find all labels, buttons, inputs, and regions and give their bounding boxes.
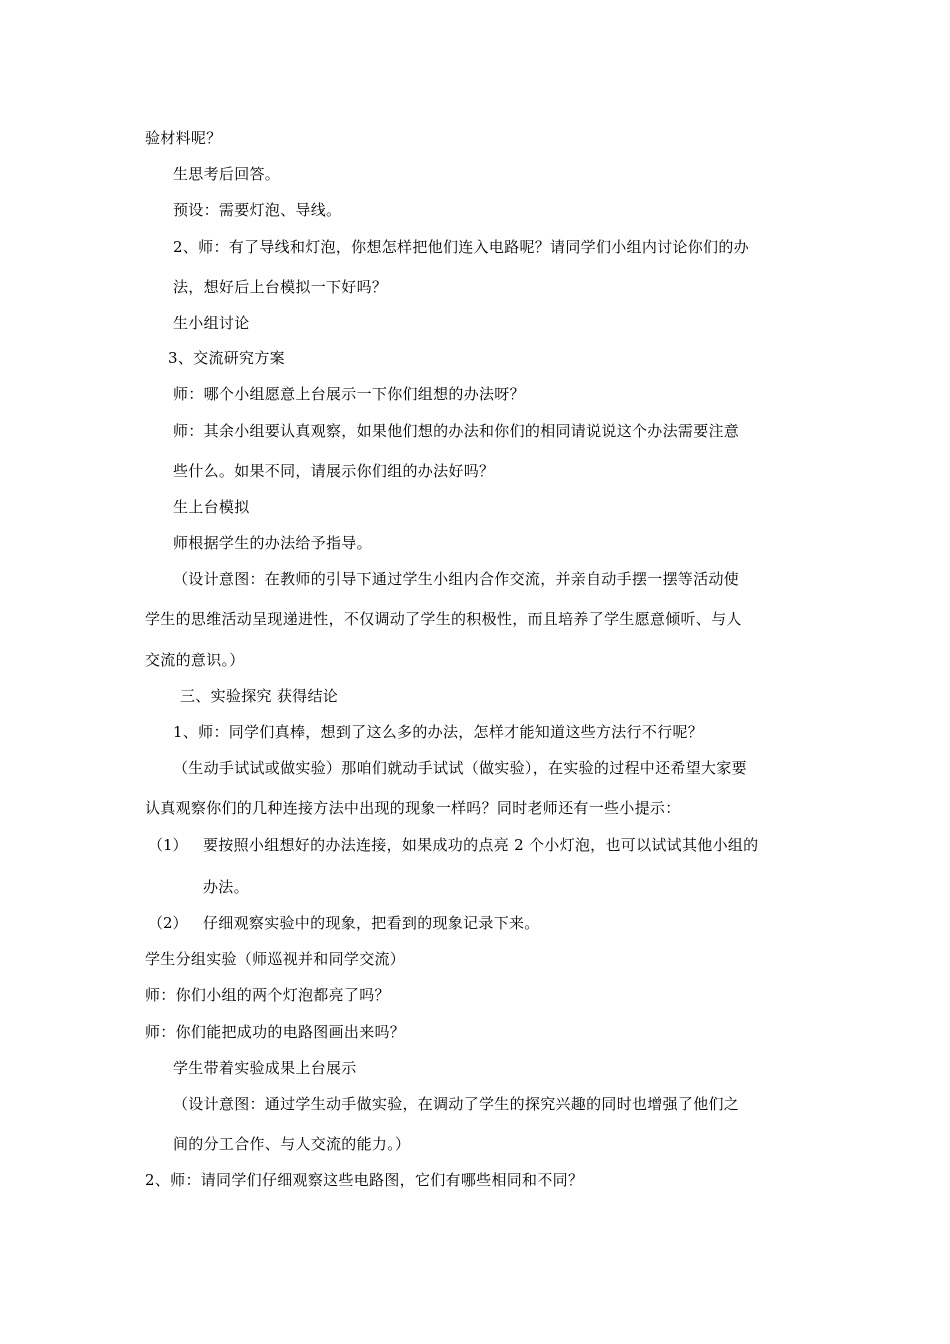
text-line: 学生带着实验成果上台展示 [173,1059,357,1077]
design-intent-note: 交流的意识。） [145,651,245,669]
text-line: 师：你们小组的两个灯泡都亮了吗？ [145,986,390,1004]
design-intent-note: 间的分工合作、与人交流的能力。） [173,1135,411,1153]
text-line: 师：哪个小组愿意上台展示一下你们组想的办法呀？ [173,385,525,403]
list-number: （1） [148,836,188,854]
text-line: 认真观察你们的几种连接方法中出现的现象一样吗？同时老师还有一些小提示： [145,799,681,817]
section-heading: 3、交流研究方案 [168,349,285,367]
text-line: 法，想好后上台模拟一下好吗？ [173,278,388,296]
list-item-text: 仔细观察实验中的现象，把看到的现象记录下来。 [203,914,540,932]
list-item-text: 要按照小组想好的办法连接，如果成功的点亮 2 个小灯泡，也可以试试其他小组的 [203,836,759,854]
text-line: 验材料呢？ [145,129,222,147]
text-line: 师：你们能把成功的电路图画出来吗？ [145,1023,406,1041]
text-line: 学生分组实验（师巡视并和同学交流） [145,950,406,968]
text-line: 生思考后回答。 [173,165,281,183]
text-line: （生动手试试或做实验）那咱们就动手试试（做实验），在实验的过程中还希望大家要 [173,759,747,777]
text-line: 些什么。如果不同，请展示你们组的办法好吗？ [173,462,495,480]
text-line: 2、师：有了导线和灯泡，你想怎样把他们连入电路呢？请同学们小组内讨论你们的办 [173,238,749,256]
text-line: 生上台模拟 [173,498,250,516]
section-heading: 三、实验探究 获得结论 [180,687,339,705]
text-line: 师：其余小组要认真观察，如果他们想的办法和你们的相同请说说这个办法需要注意 [173,422,740,440]
text-line: 1、师：同学们真棒，想到了这么多的办法，怎样才能知道这些方法行不行呢？ [173,723,704,741]
list-number: （2） [148,914,188,932]
design-intent-note: 学生的思维活动呈现递进性，不仅调动了学生的积极性，而且培养了学生愿意倾听、与人 [145,610,742,628]
list-item-text: 办法。 [203,878,249,896]
text-line: 师根据学生的办法给予指导。 [173,534,372,552]
text-line: 2、师：请同学们仔细观察这些电路图，它们有哪些相同和不同？ [145,1171,584,1189]
text-line: 预设：需要灯泡、导线。 [173,201,342,219]
design-intent-note: （设计意图：通过学生动手做实验，在调动了学生的探究兴趣的同时也增强了他们之 [173,1095,740,1113]
design-intent-note: （设计意图：在教师的引导下通过学生小组内合作交流，并亲自动手摆一摆等活动使 [173,570,740,588]
text-line: 生小组讨论 [173,314,250,332]
